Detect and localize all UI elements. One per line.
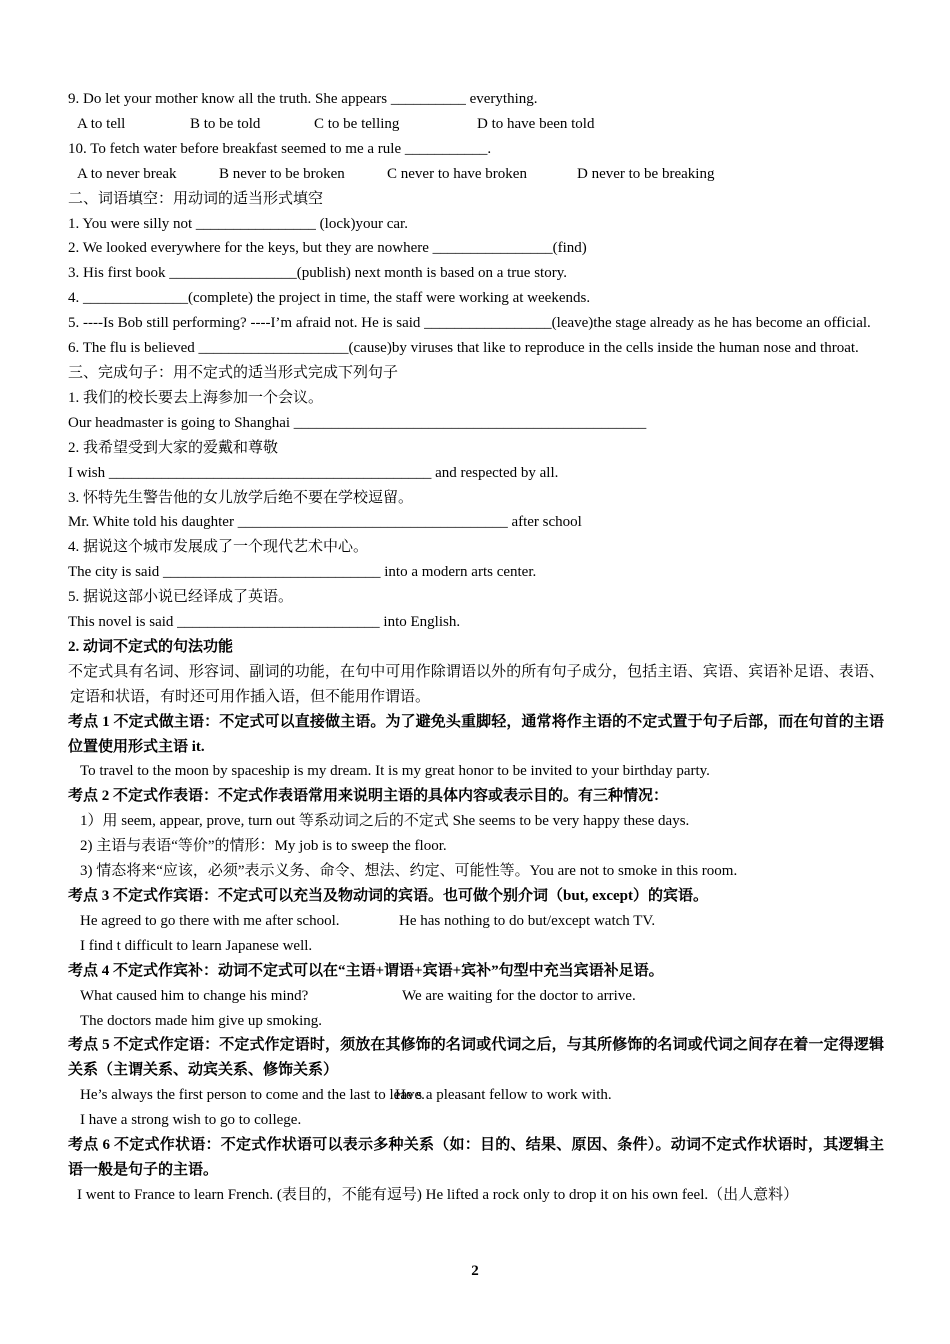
point-5-examples-row xyxy=(68,1083,884,1108)
complete-section-heading: 三、完成句子：用不定式的适当形式完成下列句子 xyxy=(68,364,399,381)
functions-heading: 2. 动词不定式的句法功能 xyxy=(68,638,234,655)
point-2-case-2: 2) 主语与表语“等价”的情形：My job is to sweep the floor. xyxy=(80,838,447,855)
fill-section-heading: 二、词语填空：用动词的适当形式填空 xyxy=(68,190,324,207)
option-c: C to be telling xyxy=(314,115,400,132)
point-3-examples-row xyxy=(68,909,884,934)
complete-question-5-chinese: 5. 据说这部小说已经译成了英语。 xyxy=(68,589,294,606)
question-10-options xyxy=(68,162,884,187)
point-3-example-1: He agreed to go there with me after school. xyxy=(80,912,340,929)
point-6-heading: 考点 6 不定式作状语：不定式作状语可以表示多种关系（如：目的、结果、原因、条件）。动词不定式作状语时，其逻辑主语一般是句子的主语。 xyxy=(68,1137,884,1178)
complete-question-4-english: The city is said _____________________________ into a modern arts center. xyxy=(68,564,537,581)
point-1-heading: 考点 1 不定式做主语：不定式可以直接做主语。为了避免头重脚轻，通常将作主语的不定式置于句子后部，而在句首的主语位置使用形式主语 it. xyxy=(68,713,884,755)
fill-question-5: 5. ----Is Bob still performing? ----I’m afraid not. He is said _________________(leave)the stage already as he has become an official. xyxy=(68,315,871,332)
point-4-heading: 考点 4 不定式作宾补：动词不定式可以在“主语+谓语+宾语+宾补”句型中充当宾语补足语。 xyxy=(68,962,664,979)
point-4-example-2: We are waiting for the doctor to arrive. xyxy=(402,987,636,1004)
functions-intro: 不定式具有名词、形容词、副词的功能，在句中可用作除谓语以外的所有句子成分，包括主语、宾语、宾语补足语、表语、定语和状语，有时还可用作插入语，但不能用作谓语。 xyxy=(68,663,884,705)
point-1-example: To travel to the moon by spaceship is my dream. It is my great honor to be invited to your birthday party. xyxy=(80,763,710,780)
point-2-heading: 考点 2 不定式作表语：不定式作表语常用来说明主语的具体内容或表示目的。有三种情况： xyxy=(68,788,669,805)
option-b: B to be told xyxy=(190,115,261,132)
complete-question-5-english: This novel is said ___________________________ into English. xyxy=(68,614,461,631)
point-6-example: I went to France to learn French. (表目的，不能有逗号) He lifted a rock only to drop it on his own feel.（出人意料） xyxy=(77,1186,799,1203)
point-4-example-3: The doctors made him give up smoking. xyxy=(80,1012,323,1029)
option-a: A to tell xyxy=(77,115,126,132)
fill-question-1: 1. You were silly not ________________ (lock)your car. xyxy=(68,215,408,232)
point-4-examples-row xyxy=(68,984,884,1009)
fill-question-6: 6. The flu is believed ____________________(cause)by viruses that like to reproduce in the cells inside the human nose and throat. xyxy=(68,340,859,357)
point-2-case-1: 1）用 seem, appear, prove, turn out 等系动词之后的不定式 She seems to be very happy these days. xyxy=(80,813,690,830)
point-4-example-1: What caused him to change his mind? xyxy=(80,987,309,1004)
point-5-example-3: I have a strong wish to go to college. xyxy=(80,1112,302,1129)
complete-question-1-chinese: 1. 我们的校长要去上海参加一个会议。 xyxy=(68,389,324,406)
complete-question-1-english: Our headmaster is going to Shanghai _______________________________________________ xyxy=(68,414,647,431)
option-a: A to never break xyxy=(77,165,177,182)
complete-question-4-chinese: 4. 据说这个城市发展成了一个现代艺术中心。 xyxy=(68,539,369,556)
option-d: D never to be breaking xyxy=(577,165,715,182)
fill-question-4: 4. ______________(complete) the project in time, the staff were working at weekends. xyxy=(68,290,591,307)
option-c: C never to have broken xyxy=(387,165,527,182)
complete-question-2-chinese: 2. 我希望受到大家的爱戴和尊敬 xyxy=(68,439,279,456)
complete-question-3-english: Mr. White told his daughter ____________________________________ after school xyxy=(68,514,582,531)
option-b: B never to be broken xyxy=(219,165,345,182)
point-2-case-3: 3) 情态将来“应该，必须”表示义务、命令、想法、约定、可能性等。You are not to smoke in this room. xyxy=(80,863,738,880)
point-3-example-2: He has nothing to do but/except watch TV. xyxy=(399,912,656,929)
point-3-heading: 考点 3 不定式作宾语：不定式可以充当及物动词的宾语。也可做个别介词（but, except）的宾语。 xyxy=(68,888,708,904)
point-3-example-3: I find t difficult to learn Japanese well. xyxy=(80,937,313,954)
question-10-stem: 10. To fetch water before breakfast seemed to me a rule ___________. xyxy=(68,140,492,157)
complete-question-2-english: I wish ___________________________________________ and respected by all. xyxy=(68,464,559,481)
point-5-example-1: He’s always the first person to come and the last to leave. xyxy=(80,1087,425,1104)
complete-question-3-chinese: 3. 怀特先生警告他的女儿放学后绝不要在学校逗留。 xyxy=(68,489,414,506)
question-9-stem: 9. Do let your mother know all the truth. She appears __________ everything. xyxy=(68,91,538,107)
question-9-options xyxy=(68,112,884,137)
page-number: 2 xyxy=(471,1263,479,1279)
fill-question-2: 2. We looked everywhere for the keys, but they are nowhere ________________(find) xyxy=(68,240,587,257)
fill-question-3: 3. His first book _________________(publish) next month is based on a true story. xyxy=(68,265,567,282)
point-5-example-2: He s a pleasant fellow to work with. xyxy=(395,1087,612,1104)
point-5-heading: 考点 5 不定式作定语：不定式作定语时，须放在其修饰的名词或代词之后，与其所修饰的名词或代词之间存在着一定得逻辑关系（主谓关系、动宾关系、修饰关系） xyxy=(68,1037,884,1079)
worksheet-page xyxy=(68,87,884,1208)
option-d: D to have been told xyxy=(477,115,595,132)
